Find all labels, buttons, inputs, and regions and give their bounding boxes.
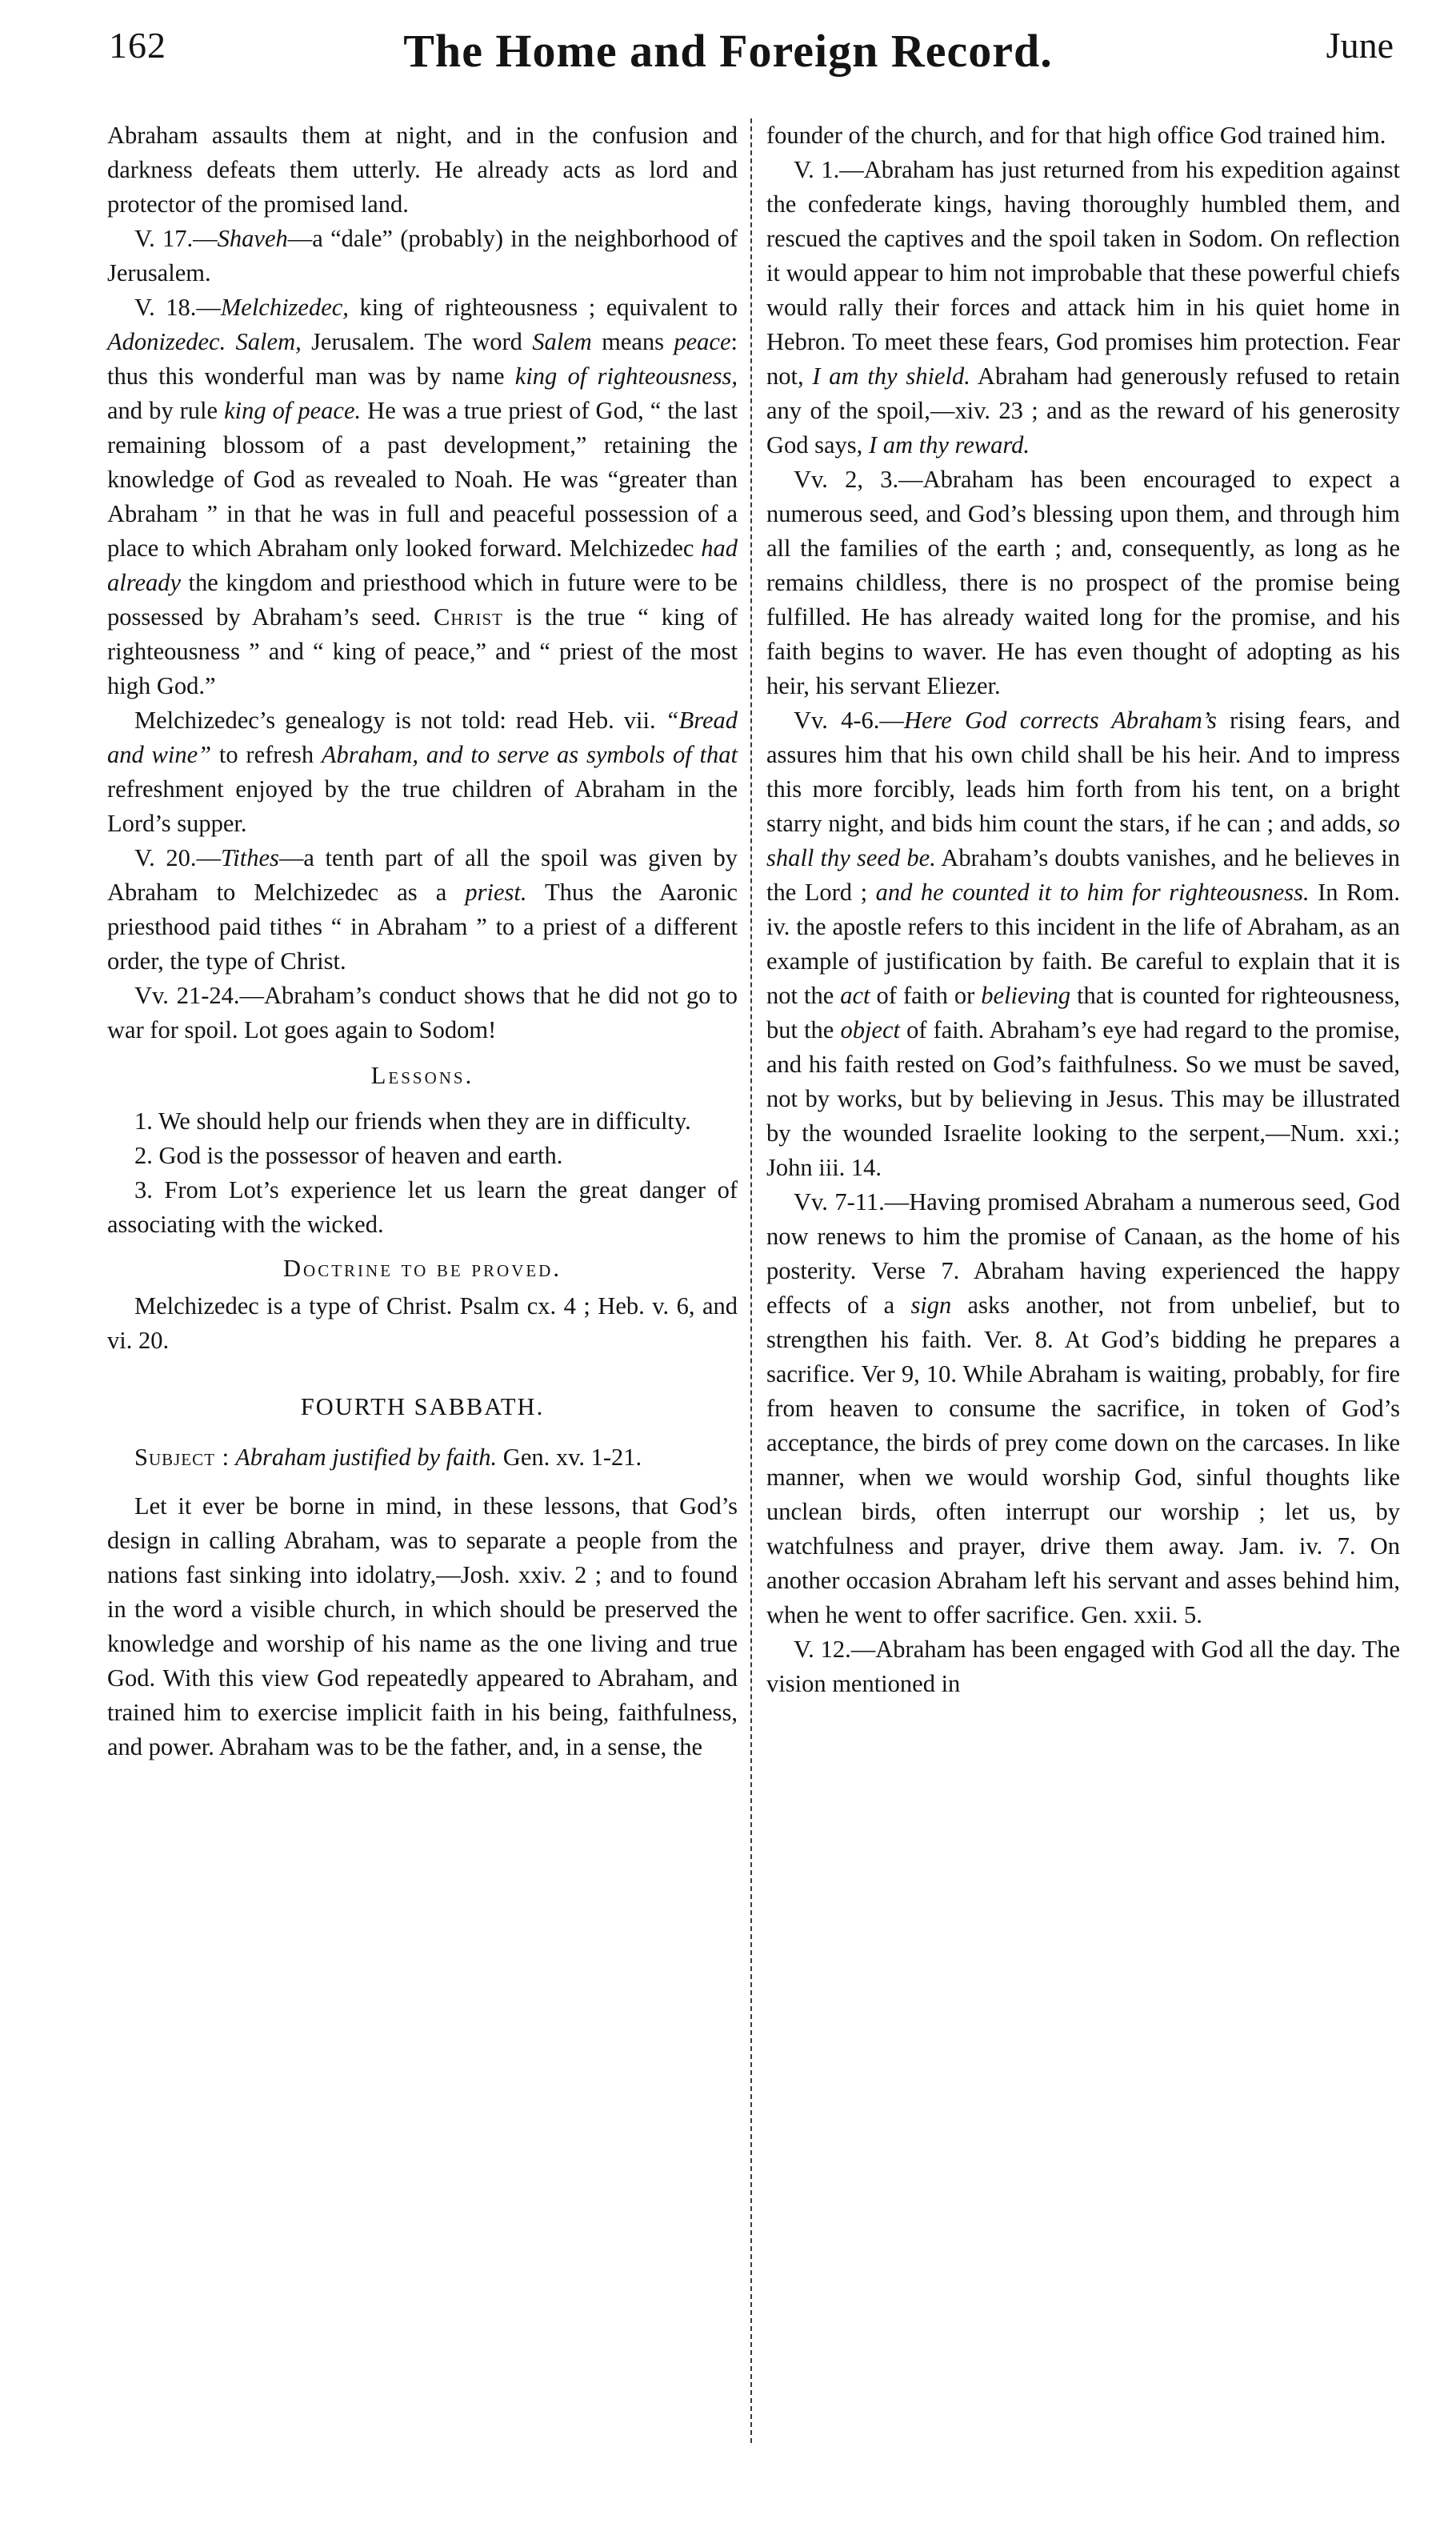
lesson-item: 3. From Lot’s experience let us learn the great danger of associating with the wicked.: [107, 1176, 738, 1238]
verse-note-7-11: Vv. 7-11.—Having promised Abraham a numerous seed, God now renews to him the promise of Canaan, as the home of his posterity. Verse 7. Abraham having experienced the happy effects of a sign asks another, not from unbelief, but to strengthen his faith. Ver. 8. At God’s bidding he prepares a sacrifice. Ver 9, 10. While Abraham is waiting, probably, for fire from heaven to consume the sacrifice, in token of God’s acceptance, the birds of prey come down on the carcases. In like manner, when we would worship God, sinful thoughts like unclean birds, often interrupt our worship ; let us, by watchfulness and prayer, drive them away. Jam. iv. 7. On another occasion Abraham left his servant and asses behind him, when he went to offer sacrifice. Gen. xxii. 5.: [766, 1188, 1400, 1628]
verse-note-1: V. 1.—Abraham has just returned from his expedition against the confederate kings, having thoroughly humbled them, and rescued the captives and the spoil taken in Sodom. On reflection it would appear to him not improbable that these powerful chiefs would rally their forces and attack him in his quiet home in Hebron. To meet these fears, God promises him protection. Fear not, I am thy shield. Abraham had generously refused to retain any of the spoil,—xiv. 23 ; and as the reward of his generosity God says, I am thy reward.: [766, 156, 1400, 459]
column-divider: [750, 118, 752, 2443]
lesson-item: 2. God is the possessor of heaven and earth.: [134, 1142, 563, 1169]
verse-note-4-6: Vv. 4-6.—Here God corrects Abraham’s rising fears, and assures him that his own child shall be his heir. And to impress this more forcibly, leads him forth from his tent, on a bright starry night, and bids him count the stars, if he can ; and adds, so shall thy seed be. Abraham’s doubts vanishes, and he believes in the Lord ; and he counted it to him for righteousness. In Rom. iv. the apostle refers to this incident in the life of Abraham, as an example of justification by faith. Be careful to explain that it is not the act of faith or believing that is counted for righteousness, but the object of faith. Abraham’s eye had regard to the promise, and his faith rested on God’s faithfulness. So we must be saved, not by works, but by believing in Jesus. This may be illustrated by the wounded Israelite looking to the serpent,—Num. xxi.; John iii. 14.: [766, 707, 1400, 1181]
left-column: [107, 118, 738, 1764]
paragraph-genealogy: Melchizedec’s genealogy is not told: read Heb. vii. “Bread and wine” to refresh Abraham, and to serve as symbols of that refreshment enjoyed by the true children of Abraham in the Lord’s supper.: [107, 707, 738, 837]
verse-note-12: V. 12.—Abraham has been engaged with God all the day. The vision mentioned in: [766, 1636, 1400, 1697]
paragraph: Abraham assaults them at night, and in the confusion and darkness defeats them utterly. He already acts as lord and protector of the promised land.: [107, 122, 738, 218]
verse-note-21-24: Vv. 21-24.—Abraham’s conduct shows that he did not go to war for spoil. Lot goes again to Sodom!: [107, 982, 738, 1043]
paragraph: founder of the church, and for that high office God trained him.: [766, 122, 1386, 149]
journal-title: The Home and Foreign Record.: [403, 25, 1053, 77]
doctrine-heading: Doctrine to be proved.: [283, 1255, 562, 1282]
verse-note-17: V. 17.—Shaveh—a “dale” (probably) in the neighborhood of Jerusalem.: [107, 225, 738, 286]
section-heading: FOURTH SABBATH.: [300, 1393, 545, 1420]
page-number: 162: [109, 25, 166, 66]
paragraph-intro: Let it ever be borne in mind, in these lessons, that God’s design in calling Abraham, was to separate a people from the nations fast sinking into idolatry,—Josh. xxiv. 2 ; and to found in the word a visible church, in which should be preserved the knowledge and worship of his name as the one living and true God. With this view God repeatedly appeared to Abraham, and trained him to exercise implicit faith in his being, faithfulness, and power. Abraham was to be the father, and, in a sense, the: [107, 1492, 738, 1760]
lessons-heading: Lessons.: [370, 1062, 474, 1089]
lesson-item: 1. We should help our friends when they are in difficulty.: [134, 1107, 691, 1135]
verse-note-18: V. 18.—Melchizedec, king of righteousness ; equivalent to Adonizedec. Salem, Jerusalem. The word Salem means peace: thus this wonderful man was by name king of righteousness, and by rule king of peace. He was a true priest of God, “ the last remaining blossom of a past development,” retaining the knowledge of God as revealed to Noah. He was “greater than Abraham ” in that he was in full and peaceful possession of a place to which Abraham only looked forward. Melchizedec had already the kingdom and priesthood which in future were to be possessed by Abraham’s seed. Christ is the true “ king of righteousness ” and “ king of peace,” and “ priest of the most high God.”: [107, 294, 738, 699]
subject-line: Subject : Abraham justified by faith. Gen. xv. 1-21.: [134, 1444, 642, 1471]
doctrine-text: Melchizedec is a type of Christ. Psalm cx. 4 ; Heb. v. 6, and vi. 20.: [107, 1292, 738, 1354]
right-column: [766, 118, 1400, 1701]
verse-note-20: V. 20.—Tithes—a tenth part of all the spoil was given by Abraham to Melchizedec as a priest. Thus the Aaronic priesthood paid tithes “ in Abraham ” to a priest of a different order, the type of Christ.: [107, 844, 738, 975]
verse-note-2-3: Vv. 2, 3.—Abraham has been encouraged to expect a numerous seed, and God’s blessing upon them, and through him all the families of the earth ; and, consequently, as long as he remains childless, there is no prospect of the promise being fulfilled. He has already waited long for the promise, and his faith begins to waver. He has even thought of adopting as his heir, his servant Eliezer.: [766, 466, 1400, 699]
issue-month: June: [1326, 25, 1394, 66]
